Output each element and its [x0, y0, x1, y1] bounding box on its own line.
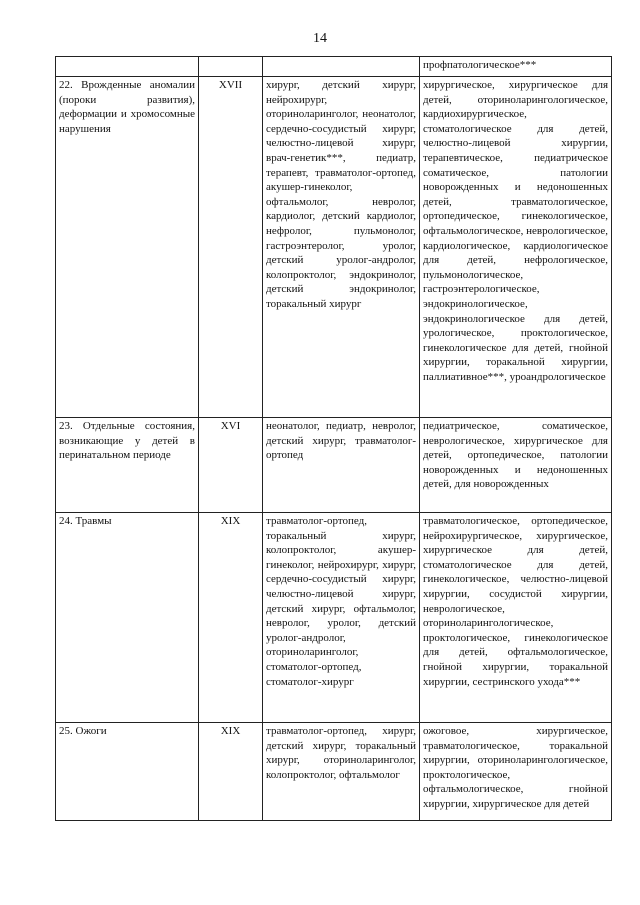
table-row	[56, 57, 612, 77]
icd-class-cell: XVI	[199, 418, 263, 513]
bed-profiles-cell: ожоговое, хирургическое, травматологическое, торакальной хирургии, оториноларингологическое, проктологическое, офтальмологическое, гнойной хирургии, хирургическое для детей	[420, 723, 612, 821]
table-row	[56, 723, 612, 821]
bed-profiles-cell: профпатологическое***	[420, 57, 612, 77]
bed-profiles-cell: педиатрическое, соматическое, неврологическое, хирургическое для детей, ортопедическое, патологии новорожденных и недоношенных детей, для новорожденных	[420, 418, 612, 513]
table-row	[56, 513, 612, 723]
table-row	[56, 77, 612, 418]
disease-group-cell: 22. Врожденные аномалии (пороки развития), деформации и хромосомные нарушения	[56, 77, 199, 418]
disease-profile-table	[55, 56, 612, 821]
icd-class-cell: XIX	[199, 513, 263, 723]
specialists-cell: травматолог-ортопед, торакальный хирург, колопроктолог, акушер-гинеколог, нейрохирург, хирург, сердечно-сосудистый хирург, челюстно-лицевой хирург, детский хирург, офтальмолог, невролог, уролог, детский уролог-андролог, оториноларинголог, стоматолог-ортопед, стоматолог-хирург	[263, 513, 420, 723]
disease-group-cell: 24. Травмы	[56, 513, 199, 723]
icd-class-cell	[199, 57, 263, 77]
specialists-cell: хирург, детский хирург, нейрохирург, оториноларинголог, неонатолог, сердечно-сосудистый хирург, челюстно-лицевой хирург, врач-генетик***, педиатр, терапевт, травматолог-ортопед, акушер-гинеколог, офтальмолог, невролог, кардиолог, детский кардиолог, нефролог, пульмонолог, гастроэнтеролог, уролог, детский уролог-андролог, колопроктолог, эндокринолог, детский эндокринолог, торакальный хирург	[263, 77, 420, 418]
disease-group-cell: 25. Ожоги	[56, 723, 199, 821]
specialists-cell: травматолог-ортопед, хирург, детский хирург, торакальный хирург, оториноларинголог, колопроктолог, офтальмолог	[263, 723, 420, 821]
table-row	[56, 418, 612, 513]
disease-group-cell	[56, 57, 199, 77]
icd-class-cell: XVII	[199, 77, 263, 418]
disease-group-cell: 23. Отдельные состояния, возникающие у детей в перинатальном периоде	[56, 418, 199, 513]
icd-class-cell: XIX	[199, 723, 263, 821]
specialists-cell: неонатолог, педиатр, невролог, детский хирург, травматолог-ортопед	[263, 418, 420, 513]
specialists-cell	[263, 57, 420, 77]
bed-profiles-cell: травматологическое, ортопедическое, нейрохирургическое, хирургическое, хирургическое для детей, стоматологическое для детей, гинекологическое, челюстно-лицевой хирургии, сосудистой хирургии, неврологическое, оториноларингологическое, проктологическое, гинекологическое для детей, офтальмологическое, гнойной хирургии, торакальной хирургии, сестринского ухода***	[420, 513, 612, 723]
bed-profiles-cell: хирургическое, хирургическое для детей, оториноларингологическое, кардиохирургическое, стоматологическое для детей, челюстно-лицевой хирургии, терапевтическое, педиатрическое соматическое, патологии новорожденных и недоношенных детей, травматологическое, ортопедическое, гинекологическое, офтальмологическое, неврологическое, кардиологическое, кардиологическое для детей, нефрологическое, пульмонологическое, гастроэнтерологическое, эндокринологическое, эндокринологическое для детей, урологическое, проктологическое, гинекологическое для детей, гнойной хирургии, торакальной хирургии, паллиативное***, уроандрологическое	[420, 77, 612, 418]
page-number: 14	[313, 31, 327, 46]
